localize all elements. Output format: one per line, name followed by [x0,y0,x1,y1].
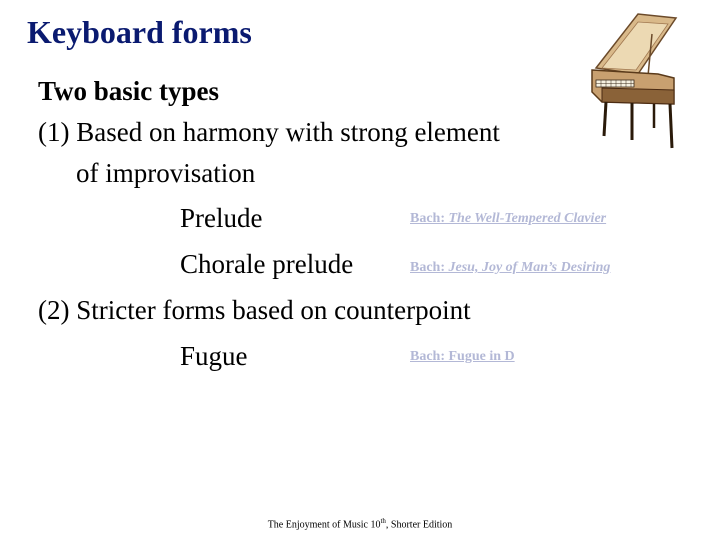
type1-line1: (1) Based on harmony with strong element [38,117,500,147]
footer-citation [0,517,720,530]
link-jesu-joy[interactable] [410,260,610,276]
footer-text-end: , Shorter Edition [385,519,453,531]
link-composer: Bach: [410,260,449,275]
footer-sup: th [380,517,386,525]
harpsichord-icon [588,8,678,158]
slide-title: Keyboard forms [27,14,252,50]
link-well-tempered-clavier[interactable] [410,211,606,227]
heading: Two basic types [38,76,220,106]
form-fugue: Fugue [180,341,248,371]
type2-line: (2) Stricter forms based on counterpoint [38,295,471,325]
link-composer: Bach: [410,211,449,226]
type1-line2: of improvisation [76,158,256,188]
link-work-title: Jesu, Joy of Man’s Desiring [448,260,611,275]
link-work-title: The Well-Tempered Clavier [448,211,607,226]
form-chorale-prelude: Chorale prelude [180,249,354,279]
footer-text: The Enjoyment of Music 10 [267,519,381,531]
link-fugue-in-d[interactable]: Bach: Fugue in D [410,349,515,364]
form-prelude: Prelude [180,203,263,233]
